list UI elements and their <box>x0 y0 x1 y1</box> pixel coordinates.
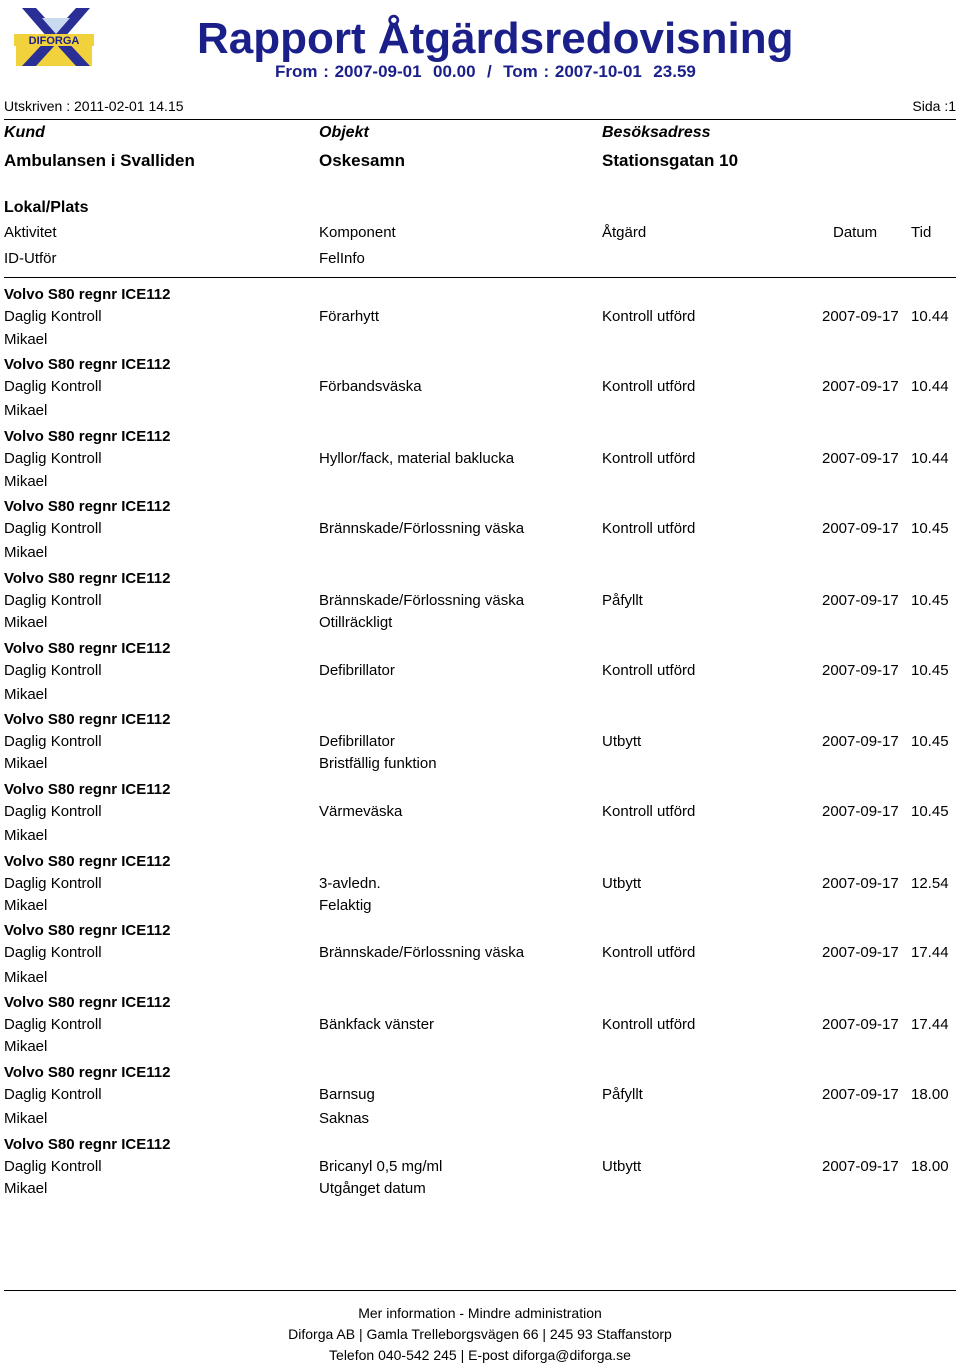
row-komponent: Värmeväska <box>319 803 403 820</box>
row-atgard: Kontroll utförd <box>602 1016 696 1033</box>
row-lokal: Volvo S80 regnr ICE112 <box>4 711 171 728</box>
row-tid: 10.45 <box>911 520 949 537</box>
row-atgard: Utbytt <box>602 875 642 892</box>
table-row <box>0 781 960 851</box>
table-row <box>0 428 960 498</box>
col-aktivitet: Aktivitet <box>4 224 57 241</box>
row-komponent: Barnsug <box>319 1086 375 1103</box>
adress-label: Besöksadress <box>602 124 711 141</box>
row-lokal: Volvo S80 regnr ICE112 <box>4 1136 171 1153</box>
row-tid: 17.44 <box>911 944 949 961</box>
row-komponent: Bänkfack vänster <box>319 1016 435 1033</box>
row-lokal: Volvo S80 regnr ICE112 <box>4 922 171 939</box>
footer-contact: Telefon 040-542 245 | E-post diforga@diforga.se <box>329 1347 631 1363</box>
row-komponent: Bricanyl 0,5 mg/ml <box>319 1158 443 1175</box>
row-lokal: Volvo S80 regnr ICE112 <box>4 498 171 515</box>
page-number: Sida :1 <box>912 98 956 114</box>
row-aktivitet: Daglig Kontroll <box>4 378 102 395</box>
row-komponent: Förbandsväska <box>319 378 422 395</box>
row-atgard: Påfyllt <box>602 1086 643 1103</box>
footer-address: Diforga AB | Gamla Trelleborgsvägen 66 | 245 93 Staffanstorp <box>288 1326 672 1342</box>
row-lokal: Volvo S80 regnr ICE112 <box>4 994 171 1011</box>
table-row <box>0 356 960 426</box>
row-atgard: Kontroll utförd <box>602 944 696 961</box>
diforga-logo <box>12 4 98 68</box>
col-komponent: Komponent <box>319 224 396 241</box>
col-datum: Datum <box>833 224 878 241</box>
row-datum: 2007-09-17 <box>822 662 899 679</box>
row-komponent: Hyllor/fack, material baklucka <box>319 450 515 467</box>
kund-label: Kund <box>4 124 45 141</box>
col-id-utfor: ID-Utför <box>4 250 57 267</box>
row-datum: 2007-09-17 <box>822 520 899 537</box>
table-row <box>0 286 960 356</box>
row-utfor: Mikael <box>4 1038 48 1055</box>
kund-value: Ambulansen i Svalliden <box>4 151 195 170</box>
col-felinfo: FelInfo <box>319 250 365 267</box>
table-row <box>0 711 960 781</box>
row-utfor: Mikael <box>4 1110 48 1127</box>
row-datum: 2007-09-17 <box>822 733 899 750</box>
svg-text:DIFORGA: DIFORGA <box>28 35 80 47</box>
row-datum: 2007-09-17 <box>822 1016 899 1033</box>
row-komponent: Brännskade/Förlossning väska <box>319 592 525 609</box>
row-felinfo: Bristfällig funktion <box>319 755 437 772</box>
row-utfor: Mikael <box>4 897 48 914</box>
row-komponent: Defibrillator <box>319 662 395 679</box>
row-utfor: Mikael <box>4 686 48 703</box>
row-tid: 12.54 <box>911 875 949 892</box>
row-aktivitet: Daglig Kontroll <box>4 875 102 892</box>
row-datum: 2007-09-17 <box>822 944 899 961</box>
table-row <box>0 1136 960 1206</box>
row-atgard: Utbytt <box>602 1158 642 1175</box>
row-lokal: Volvo S80 regnr ICE112 <box>4 853 171 870</box>
row-datum: 2007-09-17 <box>822 378 899 395</box>
row-utfor: Mikael <box>4 969 48 986</box>
table-row <box>0 498 960 568</box>
row-utfor: Mikael <box>4 755 48 772</box>
row-atgard: Kontroll utförd <box>602 450 696 467</box>
row-datum: 2007-09-17 <box>822 308 899 325</box>
row-utfor: Mikael <box>4 614 48 631</box>
row-utfor: Mikael <box>4 544 48 561</box>
row-lokal: Volvo S80 regnr ICE112 <box>4 1064 171 1081</box>
row-tid: 10.45 <box>911 662 949 679</box>
row-atgard: Kontroll utförd <box>602 662 696 679</box>
row-aktivitet: Daglig Kontroll <box>4 1086 102 1103</box>
row-felinfo: Otillräckligt <box>319 614 393 631</box>
col-tid: Tid <box>911 224 932 241</box>
row-tid: 10.45 <box>911 803 949 820</box>
row-datum: 2007-09-17 <box>822 1158 899 1175</box>
row-aktivitet: Daglig Kontroll <box>4 733 102 750</box>
row-utfor: Mikael <box>4 402 48 419</box>
footer-tagline: Mer information - Mindre administration <box>358 1305 602 1321</box>
row-tid: 10.44 <box>911 450 949 467</box>
row-tid: 10.44 <box>911 378 949 395</box>
row-datum: 2007-09-17 <box>822 450 899 467</box>
row-aktivitet: Daglig Kontroll <box>4 592 102 609</box>
row-utfor: Mikael <box>4 1180 48 1197</box>
divider-footer <box>4 1290 956 1291</box>
row-komponent: Brännskade/Förlossning väska <box>319 520 525 537</box>
row-atgard: Kontroll utförd <box>602 520 696 537</box>
col-atgard: Åtgärd <box>602 224 647 241</box>
row-aktivitet: Daglig Kontroll <box>4 803 102 820</box>
row-lokal: Volvo S80 regnr ICE112 <box>4 286 171 303</box>
row-aktivitet: Daglig Kontroll <box>4 308 102 325</box>
row-tid: 18.00 <box>911 1086 949 1103</box>
row-aktivitet: Daglig Kontroll <box>4 1016 102 1033</box>
row-tid: 17.44 <box>911 1016 949 1033</box>
row-tid: 10.45 <box>911 592 949 609</box>
row-utfor: Mikael <box>4 473 48 490</box>
col-lokal: Lokal/Plats <box>4 199 89 216</box>
table-row <box>0 640 960 710</box>
table-row <box>0 1064 960 1134</box>
printed-date: Utskriven : 2011-02-01 14.15 <box>4 98 184 114</box>
row-lokal: Volvo S80 regnr ICE112 <box>4 781 171 798</box>
row-felinfo: Felaktig <box>319 897 372 914</box>
table-row <box>0 922 960 992</box>
row-aktivitet: Daglig Kontroll <box>4 1158 102 1175</box>
table-row <box>0 853 960 923</box>
row-datum: 2007-09-17 <box>822 592 899 609</box>
table-row <box>0 570 960 640</box>
objekt-value: Oskesamn <box>319 151 405 170</box>
row-komponent: Brännskade/Förlossning väska <box>319 944 525 961</box>
adress-value: Stationsgatan 10 <box>602 151 739 170</box>
table-row <box>0 994 960 1064</box>
row-lokal: Volvo S80 regnr ICE112 <box>4 356 171 373</box>
row-tid: 10.44 <box>911 308 949 325</box>
row-datum: 2007-09-17 <box>822 875 899 892</box>
divider-header <box>4 277 956 278</box>
row-lokal: Volvo S80 regnr ICE112 <box>4 428 171 445</box>
row-tid: 10.45 <box>911 733 949 750</box>
row-aktivitet: Daglig Kontroll <box>4 662 102 679</box>
row-utfor: Mikael <box>4 827 48 844</box>
row-atgard: Kontroll utförd <box>602 803 696 820</box>
row-aktivitet: Daglig Kontroll <box>4 450 102 467</box>
divider-top <box>4 119 956 120</box>
row-utfor: Mikael <box>4 331 48 348</box>
row-felinfo: Saknas <box>319 1110 370 1127</box>
row-lokal: Volvo S80 regnr ICE112 <box>4 570 171 587</box>
row-komponent: Defibrillator <box>319 733 395 750</box>
row-atgard: Kontroll utförd <box>602 378 696 395</box>
row-aktivitet: Daglig Kontroll <box>4 520 102 537</box>
objekt-label: Objekt <box>319 124 369 141</box>
row-atgard: Påfyllt <box>602 592 643 609</box>
row-aktivitet: Daglig Kontroll <box>4 944 102 961</box>
row-atgard: Kontroll utförd <box>602 308 696 325</box>
row-komponent: 3-avledn. <box>319 875 381 892</box>
row-lokal: Volvo S80 regnr ICE112 <box>4 640 171 657</box>
row-tid: 18.00 <box>911 1158 949 1175</box>
row-felinfo: Utgånget datum <box>319 1180 426 1197</box>
report-title: Rapport Åtgärdsredovisning <box>197 14 794 63</box>
row-datum: 2007-09-17 <box>822 1086 899 1103</box>
row-datum: 2007-09-17 <box>822 803 899 820</box>
report-period: From : 2007-09-01 00.00 / Tom : 2007-10-01 23.59 <box>275 62 696 81</box>
row-atgard: Utbytt <box>602 733 642 750</box>
row-komponent: Förarhytt <box>319 308 380 325</box>
